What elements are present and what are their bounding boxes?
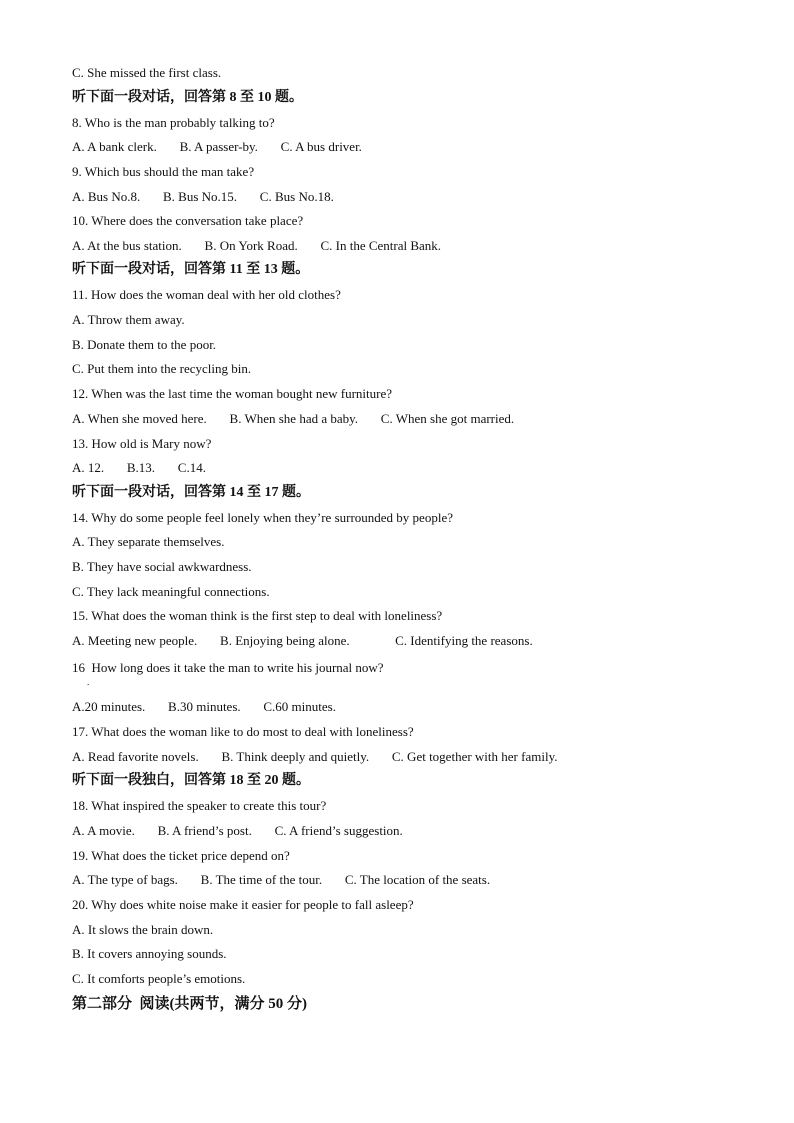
options-q10: A. At the bus station. B. On York Road. C. In the Central Bank.	[72, 238, 442, 253]
question-13: 13. How old is Mary now?	[72, 436, 212, 451]
section-heading-q14-17: 听下面一段对话，回答第 14 至 17 题。	[72, 485, 310, 500]
options-q18: A. A movie. B. A friend’s post. C. A friend’s suggestion.	[72, 823, 403, 838]
options-q17: A. Read favorite novels. B. Think deeply and quietly. C. Get together with her family.	[72, 749, 558, 764]
section-heading-q18-20: 听下面一段独白，回答第 18 至 20 题。	[72, 773, 310, 788]
section-heading-q8-10: 听下面一段对话，回答第 8 至 10 题。	[72, 90, 303, 105]
options-q9: A. Bus No.8. B. Bus No.15. C. Bus No.18.	[72, 189, 334, 204]
question-9: 9. Which bus should the man take?	[72, 164, 255, 179]
option-c-q11: C. Put them into the recycling bin.	[72, 361, 252, 376]
option-b-q20: B. It covers annoying sounds.	[72, 946, 227, 961]
question-10: 10. Where does the conversation take place?	[72, 213, 304, 228]
question-12: 12. When was the last time the woman bought new furniture?	[72, 386, 392, 401]
question-20: 20. Why does white noise make it easier for people to fall asleep?	[72, 897, 414, 912]
options-q8: A. A bank clerk. B. A passer-by. C. A bus driver.	[72, 139, 362, 154]
question-19: 19. What does the ticket price depend on?	[72, 848, 290, 863]
options-q19: A. The type of bags. B. The time of the tour. C. The location of the seats.	[72, 872, 491, 887]
options-q13: A. 12. B.13. C.14.	[72, 460, 206, 475]
question-17: 17. What does the woman like to do most to deal with loneliness?	[72, 724, 414, 739]
question-8: 8. Who is the man probably talking to?	[72, 115, 275, 130]
question-16: 16 How long does it take the man to write his journal now?	[72, 660, 384, 675]
option-a-q14: A. They separate themselves.	[72, 534, 225, 549]
options-q16: A.20 minutes. B.30 minutes. C.60 minutes.	[72, 699, 336, 714]
option-b-q11: B. Donate them to the poor.	[72, 337, 217, 352]
option-a-q20: A. It slows the brain down.	[72, 922, 214, 937]
option-c-q7: C. She missed the first class.	[72, 65, 222, 80]
question-18: 18. What inspired the speaker to create this tour?	[72, 798, 327, 813]
option-c-q20: C. It comforts people’s emotions.	[72, 971, 246, 986]
options-q12: A. When she moved here. B. When she had a baby. C. When she got married.	[72, 411, 515, 426]
question-11: 11. How does the woman deal with her old clothes?	[72, 287, 341, 302]
question-15: 15. What does the woman think is the first step to deal with loneliness?	[72, 608, 443, 623]
section-heading-q11-13: 听下面一段对话，回答第 11 至 13 题。	[72, 262, 310, 277]
question-14: 14. Why do some people feel lonely when they’re surrounded by people?	[72, 510, 453, 525]
options-q15: A. Meeting new people. B. Enjoying being alone. C. Identifying the reasons.	[72, 633, 533, 648]
question-16-dot: .	[87, 677, 90, 687]
option-b-q14: B. They have social awkwardness.	[72, 559, 252, 574]
option-a-q11: A. Throw them away.	[72, 312, 185, 327]
option-c-q14: C. They lack meaningful connections.	[72, 584, 270, 599]
part-two-heading: 第二部分 阅读(共两节，满分 50 分)	[72, 996, 307, 1012]
